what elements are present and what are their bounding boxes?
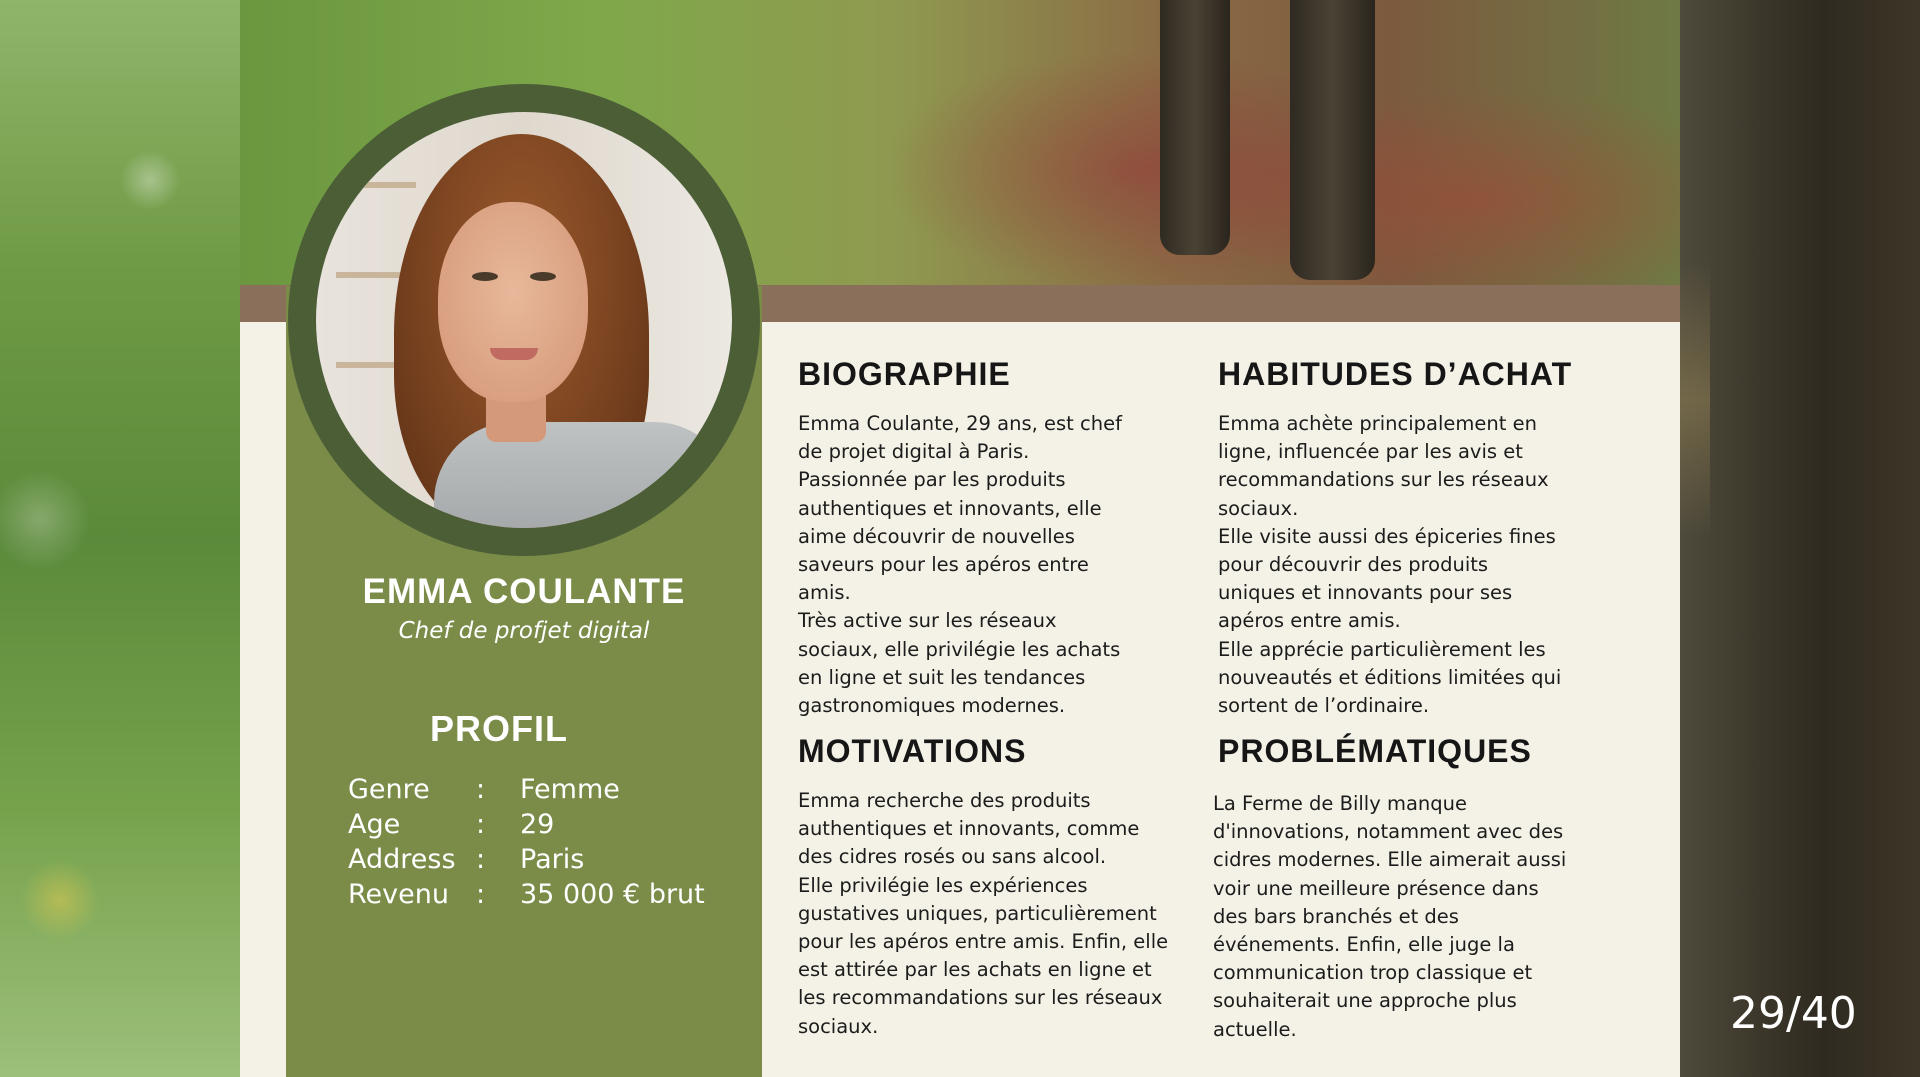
habitudes-title: HABITUDES D’ACHAT bbox=[1218, 356, 1573, 392]
background-trunk-right bbox=[1680, 0, 1920, 1077]
biographie-text: Emma Coulante, 29 ans, est chef de projet digital à Paris. Passionnée par les produits authentiques et innovants, elle aime découvrir de nouvelles saveurs pour les apéros entre amis. Très active sur les réseaux sociaux, elle privilégie les achats en ligne et suit les tendances gastronomiques modernes. bbox=[798, 412, 1122, 718]
profile-key: Age bbox=[348, 809, 401, 840]
background-grass-left bbox=[0, 0, 240, 1077]
tree-trunk bbox=[1290, 0, 1375, 280]
profile-heading: PROFIL bbox=[430, 708, 568, 749]
avatar-face bbox=[438, 202, 588, 402]
avatar-shirt bbox=[434, 422, 732, 528]
shelf-decoration bbox=[336, 182, 416, 188]
profile-value: Paris bbox=[520, 844, 585, 875]
problematiques-title: PROBLÉMATIQUES bbox=[1218, 733, 1532, 769]
persona-role: Chef de profjet digital bbox=[398, 618, 650, 644]
profile-key: Genre bbox=[348, 774, 430, 805]
habitudes-text: Emma achète principalement en ligne, influencée par les avis et recommandations sur les réseaux sociaux. Elle visite aussi des épiceries fines pour découvrir des produits uniques et innovants pour ses apéros entre amis. Elle apprécie particulièrement les nouveautés et éditions limitées qui sortent de l’ordinaire. bbox=[1218, 412, 1562, 718]
avatar-eye bbox=[530, 272, 556, 281]
avatar-eye bbox=[472, 272, 498, 281]
problematiques-text: La Ferme de Billy manque d'innovations, notamment avec des cidres modernes. Elle aimerait aussi voir une meilleure présence dans des bars branchés et des événements. Enfin, elle juge la communication trop classique et souhaiterait une approche plus actuelle. bbox=[1213, 792, 1567, 1041]
profile-separator: : bbox=[476, 774, 486, 805]
profile-value: 35 000 € brut bbox=[520, 879, 705, 910]
persona-name: EMMA COULANTE bbox=[362, 572, 686, 611]
profile-value: Femme bbox=[520, 774, 620, 805]
slide-canvas bbox=[240, 0, 1680, 1077]
profile-value: 29 bbox=[520, 809, 555, 840]
motivations-title: MOTIVATIONS bbox=[798, 733, 1027, 769]
profile-separator: : bbox=[476, 809, 486, 840]
motivations-text: Emma recherche des produits authentiques et innovants, comme des cidres rosés ou sans alcool. Elle privilégie les expériences gustatives uniques, particulièrement pour les apéros entre amis. Enfin, elle est attirée par les achats en ligne et les recommandations sur les réseaux sociaux. bbox=[798, 789, 1169, 1038]
avatar bbox=[316, 112, 732, 528]
avatar-mouth bbox=[490, 348, 538, 360]
tree-trunk bbox=[1160, 0, 1230, 255]
slide-counter: 29/40 bbox=[1730, 988, 1857, 1039]
profile-key: Revenu bbox=[348, 879, 449, 910]
profile-key: Address bbox=[348, 844, 456, 875]
biographie-title: BIOGRAPHIE bbox=[798, 356, 1011, 392]
profile-separator: : bbox=[476, 879, 486, 910]
profile-separator: : bbox=[476, 844, 486, 875]
